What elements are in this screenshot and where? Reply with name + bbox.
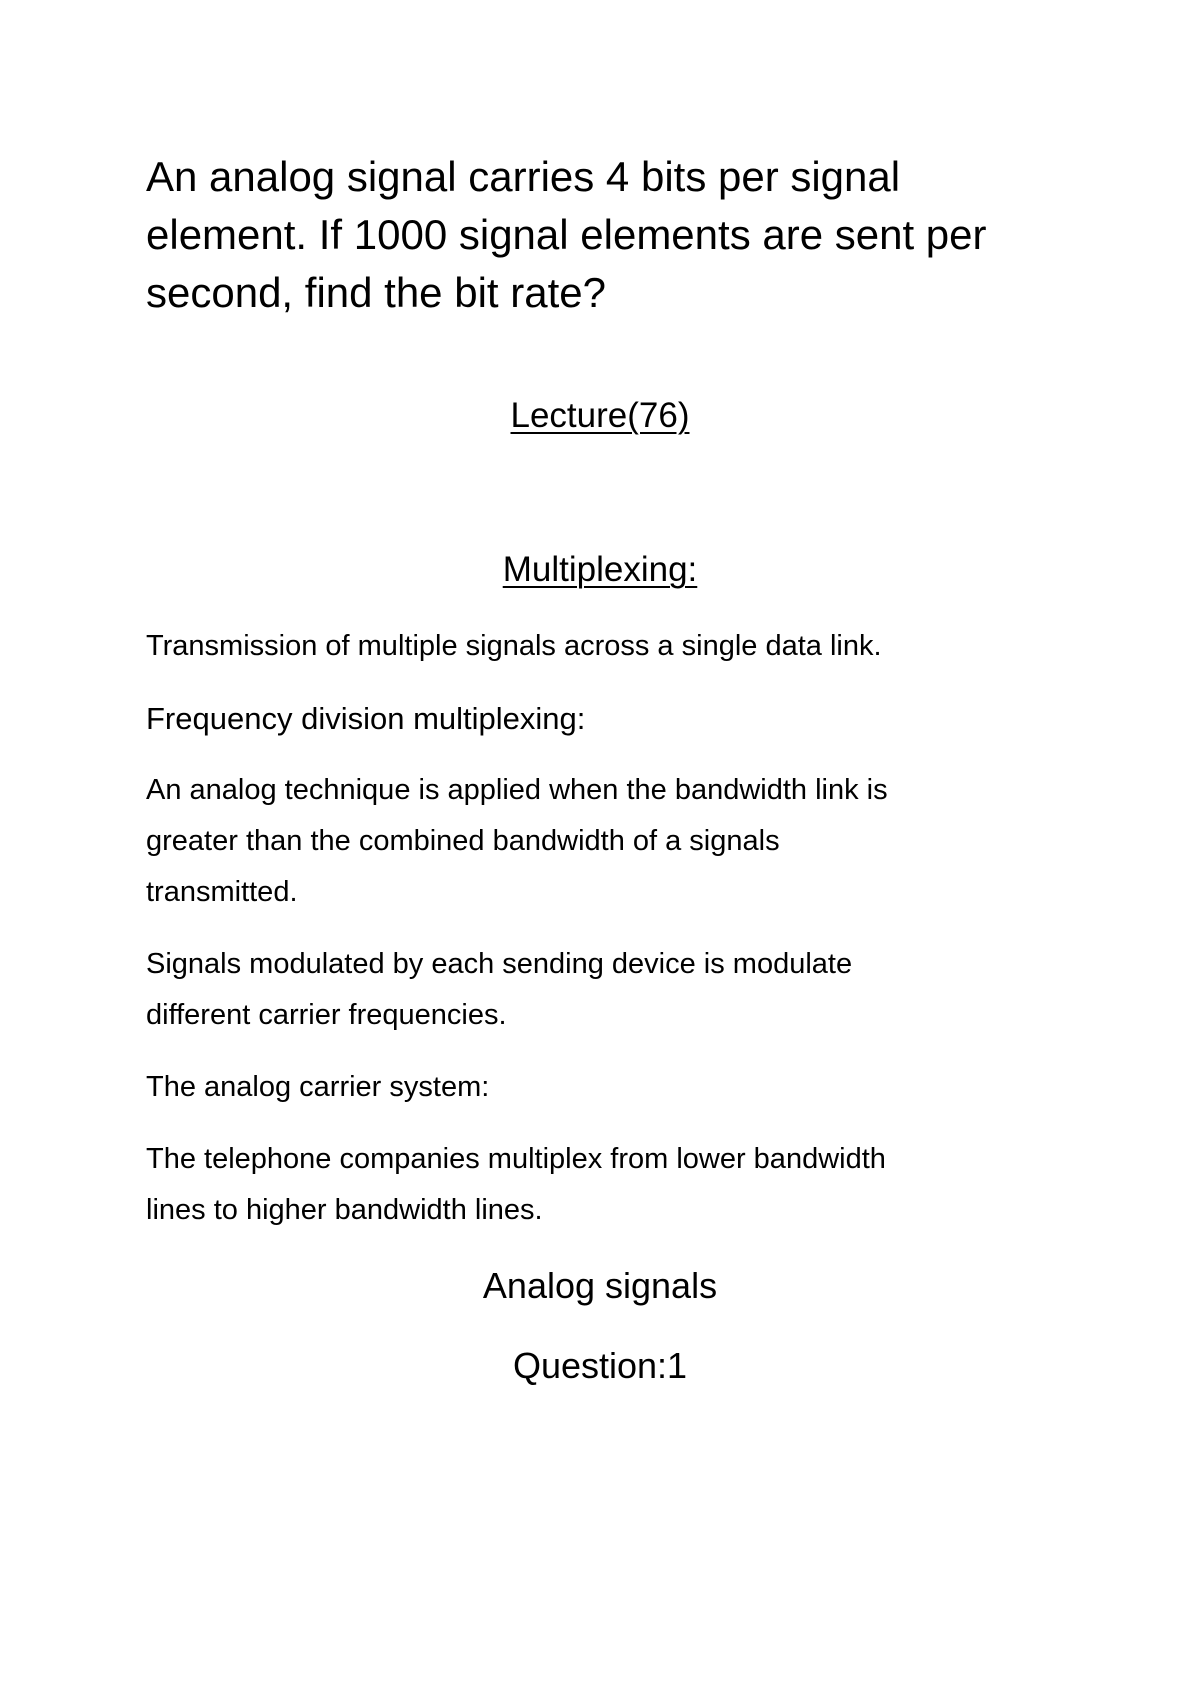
question-line: second, find the bit rate? xyxy=(146,269,606,316)
paragraph-line: greater than the combined bandwidth of a signals xyxy=(146,825,780,857)
section-heading xyxy=(0,547,1200,593)
paragraph-line: The telephone companies multiplex from lower bandwidth xyxy=(146,1143,886,1175)
paragraph-line: An analog technique is applied when the bandwidth link is xyxy=(146,774,888,806)
carrier-heading: The analog carrier system: xyxy=(146,1071,490,1103)
section-heading-text: Multiplexing: xyxy=(502,550,698,589)
question-line: element. If 1000 signal elements are sent per xyxy=(146,211,987,258)
lecture-heading-text: Lecture(76) xyxy=(510,396,690,435)
fdm-paragraph xyxy=(146,765,1076,918)
paragraph-line: Signals modulated by each sending device is modulate xyxy=(146,948,853,980)
fdm-heading: Frequency division multiplexing: xyxy=(146,701,586,736)
paragraph-line: lines to higher bandwidth lines. xyxy=(146,1194,543,1226)
modulation-paragraph xyxy=(146,939,1076,1041)
paragraph-line: different carrier frequencies. xyxy=(146,999,507,1031)
definition-text: Transmission of multiple signals across a single data link. xyxy=(146,630,882,662)
question-line: An analog signal carries 4 bits per signal xyxy=(146,153,901,200)
paragraph-line: transmitted. xyxy=(146,876,298,908)
question-text xyxy=(146,148,1076,322)
lecture-heading xyxy=(0,393,1200,439)
topic-title: Analog signals xyxy=(482,1265,718,1306)
carrier-paragraph xyxy=(146,1134,1076,1236)
question-label: Question:1 xyxy=(512,1345,688,1386)
